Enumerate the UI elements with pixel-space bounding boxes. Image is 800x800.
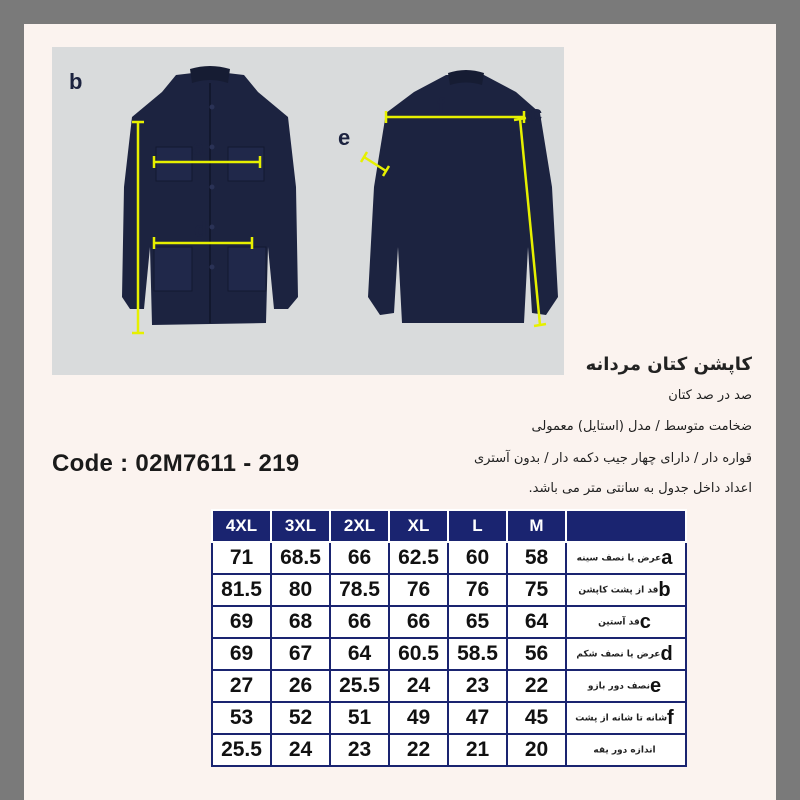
table-cell: 76: [448, 574, 507, 606]
size-header-xl: XL: [389, 510, 448, 542]
table-cell: 64: [507, 606, 566, 638]
table-cell: 45: [507, 702, 566, 734]
product-sheet: [24, 24, 776, 800]
table-cell: 25.5: [212, 734, 271, 766]
table-cell: 53: [212, 702, 271, 734]
table-cell: 24: [271, 734, 330, 766]
table-cell: 51: [330, 702, 389, 734]
table-cell: 65: [448, 606, 507, 638]
row-letter: b: [658, 578, 671, 601]
table-cell: 60: [448, 542, 507, 574]
table-cell: 60.5: [389, 638, 448, 670]
table-cell: 27: [212, 670, 271, 702]
row-description: قد آستین: [598, 617, 640, 628]
size-header-m: M: [507, 510, 566, 542]
row-description: نصف دور بازو: [587, 681, 651, 692]
row-letter: d: [660, 642, 673, 665]
table-cell: 69: [212, 606, 271, 638]
table-row: [212, 542, 686, 574]
table-cell: 68: [271, 606, 330, 638]
row-description: اندازه دور یقه: [593, 745, 656, 756]
table-cell: 66: [330, 606, 389, 638]
table-cell: 49: [389, 702, 448, 734]
table-cell: 78.5: [330, 574, 389, 606]
row-label: [566, 670, 686, 702]
table-row: [212, 734, 686, 766]
table-cell: 56: [507, 638, 566, 670]
table-row: [212, 638, 686, 670]
table-cell: 64: [330, 638, 389, 670]
size-header-label: [566, 510, 686, 542]
table-row: [212, 606, 686, 638]
row-label: [566, 734, 686, 766]
table-cell: 25.5: [330, 670, 389, 702]
jacket-measurement-diagram: [52, 47, 564, 375]
row-label: [566, 574, 686, 606]
label-d: d: [194, 217, 208, 242]
table-cell: 23: [330, 734, 389, 766]
table-row: [212, 574, 686, 606]
label-f: f: [437, 93, 445, 118]
table-cell: 24: [389, 670, 448, 702]
label-b: b: [69, 69, 83, 94]
label-e: e: [338, 125, 351, 150]
row-letter: c: [639, 610, 651, 633]
table-cell: 58: [507, 542, 566, 574]
table-cell: 66: [389, 606, 448, 638]
label-a: a: [192, 135, 205, 160]
table-cell: 52: [271, 702, 330, 734]
table-cell: 68.5: [271, 542, 330, 574]
product-title: کاپشن کتان مردانه: [585, 354, 752, 375]
size-header-4xl: 4XL: [212, 510, 271, 542]
table-row: [212, 702, 686, 734]
jacket-front: [122, 66, 298, 325]
table-cell: 62.5: [389, 542, 448, 574]
jacket-illustration: [52, 47, 564, 375]
table-cell: 81.5: [212, 574, 271, 606]
row-description: قد از پشت کاپشن: [578, 585, 659, 596]
product-spec-thickness: ضخامت متوسط / مدل (استایل) معمولی: [531, 419, 752, 434]
row-description: شانه تا شانه از پشت: [575, 713, 668, 724]
row-description: عرض یا نصف سینه: [576, 553, 662, 564]
table-cell: 69: [212, 638, 271, 670]
row-label: [566, 702, 686, 734]
product-spec-material: صد در صد کتان: [668, 388, 752, 403]
table-cell: 58.5: [448, 638, 507, 670]
table-cell: 23: [448, 670, 507, 702]
product-spec-fit: قواره دار / دارای چهار جیب دکمه دار / بدون آستری: [473, 451, 752, 466]
table-cell: 80: [271, 574, 330, 606]
table-cell: 22: [507, 670, 566, 702]
table-cell: 67: [271, 638, 330, 670]
row-label: [566, 638, 686, 670]
row-letter: e: [650, 674, 662, 697]
row-label: [566, 542, 686, 574]
product-code: Code : 02M7611 - 219: [52, 450, 300, 477]
table-cell: 71: [212, 542, 271, 574]
table-cell: 47: [448, 702, 507, 734]
table-cell: 66: [330, 542, 389, 574]
table-cell: 75: [507, 574, 566, 606]
row-label: [566, 606, 686, 638]
table-cell: 21: [448, 734, 507, 766]
table-row: [212, 670, 686, 702]
row-letter: a: [661, 546, 673, 569]
size-chart-table: [211, 509, 687, 767]
product-spec-units-note: اعداد داخل جدول به سانتی متر می باشد.: [528, 481, 752, 496]
table-cell: 20: [507, 734, 566, 766]
size-header-2xl: 2XL: [330, 510, 389, 542]
size-header-row: [212, 510, 686, 542]
row-description: عرض یا نصف شکم: [576, 649, 661, 660]
label-c: c: [530, 101, 543, 126]
table-cell: 22: [389, 734, 448, 766]
table-cell: 76: [389, 574, 448, 606]
size-header-l: L: [448, 510, 507, 542]
size-header-3xl: 3XL: [271, 510, 330, 542]
row-letter: f: [667, 706, 674, 729]
table-cell: 26: [271, 670, 330, 702]
